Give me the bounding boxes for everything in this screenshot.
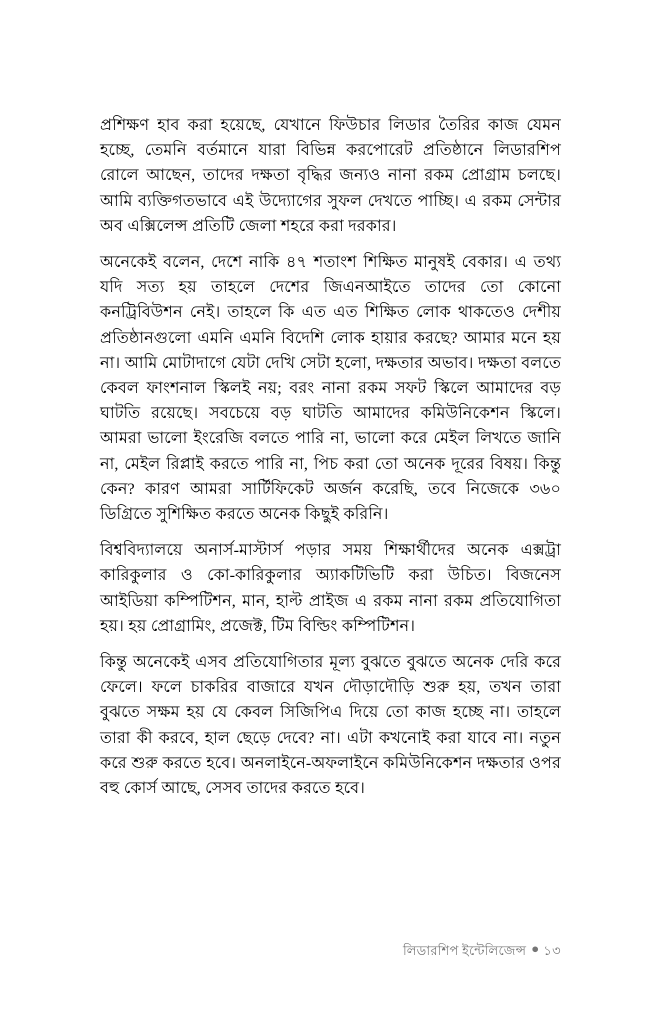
paragraph: বিশ্ববিদ্যালয়ে অনার্স-মাস্টার্স পড়ার সময় শিক্ষার্থীদের অনেক এক্সট্রা কারিকুলার ও কো-কারিকুলার অ্যাকটিভিটি করা উচিত। বিজনেস আইডিয়া কম্পিটিশন, মান, হাল্ট প্রাইজ এ রকম নানা রকম প্রতিযোগিতা হয়। হয় প্রোগ্রামিং, প্রজেক্ট, টিম বিল্ডিং কম্পিটিশন।	[100, 542, 561, 635]
page-footer	[100, 942, 561, 960]
paragraph: প্রশিক্ষণ হাব করা হয়েছে, যেখানে ফিউচার লিডার তৈরির কাজ যেমন হচ্ছে, তেমনি বর্তমানে যারা বিভিন্ন করপোরেট প্রতিষ্ঠানে লিডারশিপ রোলে আছেন, তাদের দক্ষতা বৃদ্ধির জন্যও নানা রকম প্রোগ্রাম চলছে। আমি ব্যক্তিগতভাবে এই উদ্যোগের সুফল দেখতে পাচ্ছি। এ রকম সেন্টার অব এক্সিলেন্স প্রতিটি জেলা শহরে করা দরকার।	[100, 117, 561, 235]
page-body-text	[100, 113, 561, 801]
paragraph: কিন্তু অনেকেই এসব প্রতিযোগিতার মূল্য বুঝতে বুঝতে অনেক দেরি করে ফেলে। ফলে চাকরির বাজারে যখন দৌড়াদৌড়ি শুরু হয়, তখন তারা বুঝতে সক্ষম হয় যে কেবল সিজিপিএ দিয়ে তো কাজ হচ্ছে না। তাহলে তারা কী করবে, হাল ছেড়ে দেবে? না। এটা কখনোই করা যাবে না। নতুন করে শুরু করতে হবে। অনলাইনে-অফলাইনে কমিউনিকেশন দক্ষতার ওপর বহু কোর্স আছে, সেসব তাদের করতে হবে।	[100, 654, 561, 798]
footer-separator-bullet: ●	[531, 941, 540, 956]
footer-book-title: লিডারশিপ ইন্টেলিজেন্স	[402, 943, 527, 958]
footer-page-number: ১৩	[543, 943, 561, 958]
paragraph: অনেকেই বলেন, দেশে নাকি ৪৭ শতাংশ শিক্ষিত মানুষই বেকার। এ তথ্য যদি সত্য হয় তাহলে দেশের জিএনআইতে তাদের তো কোনো কনট্রিবিউশন নেই। তাহলে কি এত এত শিক্ষিত লোক থাকতেও দেশীয় প্রতিষ্ঠানগুলো এমনি এমনি বিদেশি লোক হায়ার করছে? আমার মনে হয় না। আমি মোটাদাগে যেটা দেখি সেটা হলো, দক্ষতার অভাব। দক্ষতা বলতে কেবল ফাংশনাল স্কিলই নয়; বরং নানা রকম সফট স্কিলে আমাদের বড় ঘাটতি রয়েছে। সবচেয়ে বড় ঘাটতি আমাদের কমিউনিকেশন স্কিলে। আমরা ভালো ইংরেজি বলতে পারি না, ভালো করে মেইল লিখতে জানি না, মেইল রিপ্লাই করতে পারি না, পিচ করা তো অনেক দূরের বিষয়। কিন্তু কেন? কারণ আমরা সার্টিফিকেট অর্জন করেছি, তবে নিজেকে ৩৬০ ডিগ্রিতে সুশিক্ষিত করতে অনেক কিছুই করিনি।	[100, 254, 561, 524]
